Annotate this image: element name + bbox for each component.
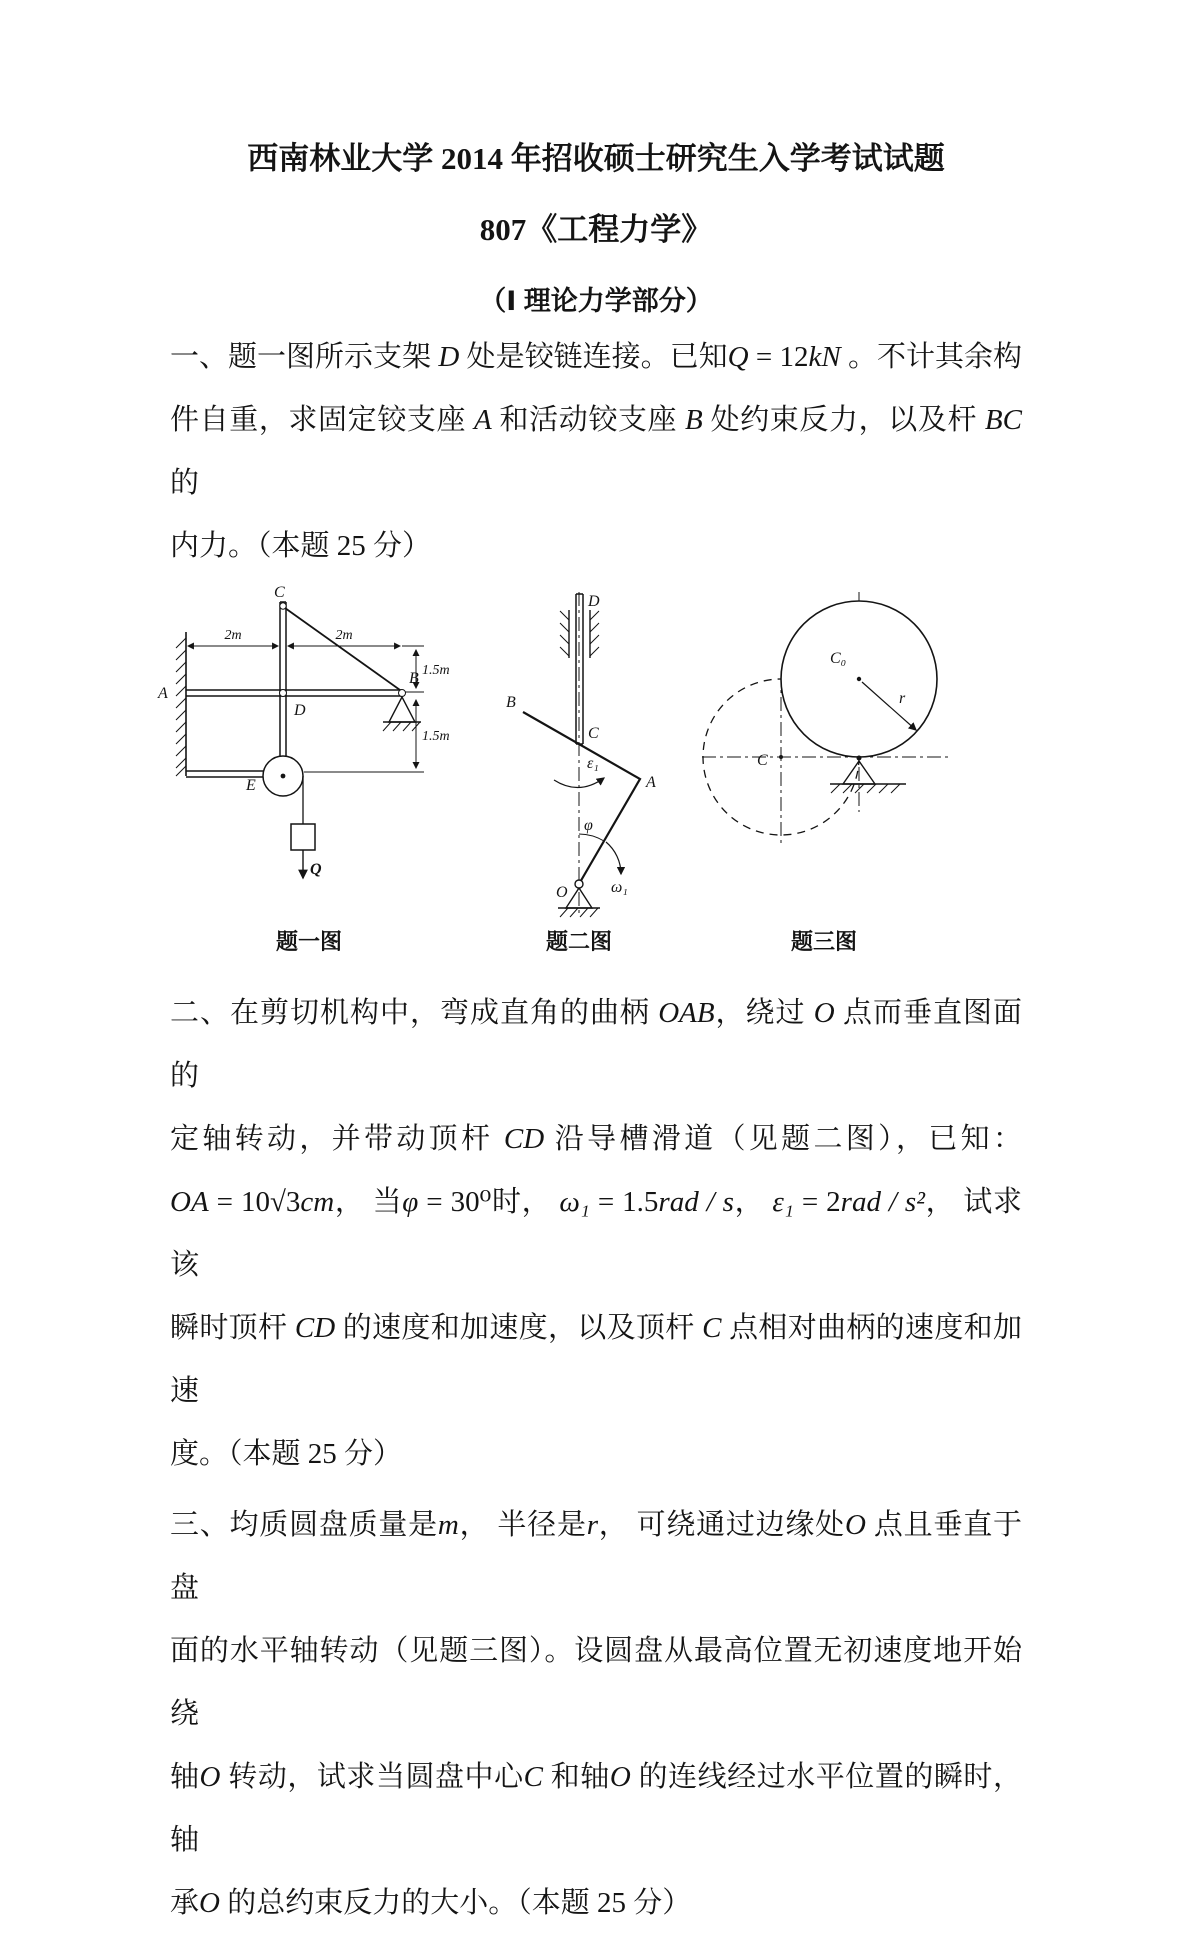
q2-line-4: 瞬时顶杆 CD 的速度和加速度，以及顶杆 C 点相对曲柄的速度和加速	[170, 1312, 1022, 1407]
course-code-title: 807《工程力学》	[479, 212, 713, 247]
bar-cb	[285, 608, 400, 690]
dimensions	[188, 628, 450, 772]
pivot-support-o	[830, 756, 906, 794]
figure-2-crank-mechanism	[484, 584, 674, 956]
label-b: B	[409, 670, 419, 687]
figure-1-drawing	[154, 584, 464, 916]
label-a: A	[158, 685, 168, 702]
figure-3-caption: 题三图	[790, 929, 857, 954]
phi-angle-arc	[579, 834, 604, 841]
question-3	[170, 1494, 1022, 1935]
omega1-arrow	[606, 842, 621, 874]
q2-line-2: 定轴转动，并带动顶杆 CD 沿导槽滑道（见题二图），已知：	[170, 1123, 1022, 1155]
joint-c	[280, 603, 286, 609]
question-1	[170, 326, 1022, 578]
q1-line-3: 内力。（本题 25 分）	[170, 530, 432, 562]
hinge-d	[280, 690, 287, 697]
figure-row	[154, 584, 954, 956]
figure-2-caption: 题二图	[545, 929, 612, 954]
label-e: E	[246, 777, 256, 794]
label-c0: C₀	[830, 650, 847, 667]
label-epsilon1: ε₁	[587, 755, 599, 772]
figure-1-bracket-diagram	[154, 584, 464, 956]
dim-1-5m-lower: 1.5m	[422, 729, 450, 744]
figure-2-drawing	[484, 584, 674, 924]
crank-oab	[523, 712, 640, 884]
label-d: D	[588, 593, 600, 610]
label-c: C	[274, 584, 285, 601]
label-d: D	[294, 702, 306, 719]
q1-line-1: 一、题一图所示支架 D 处是铰链连接。已知Q = 12kN 。不计其余构	[170, 341, 1022, 373]
q2-line-3: OA = 10√3cm， 当φ = 30⁰时， ω₁ = 1.5rad / s， ε₁ = 2rad / s²， 试求该	[170, 1186, 1022, 1281]
joint-b	[399, 690, 406, 697]
q3-line-1: 三、均质圆盘质量是m， 半径是r， 可绕通过边缘处O 点且垂直于盘	[170, 1509, 1022, 1604]
label-q: Q	[310, 861, 322, 878]
page-title: 西南林业大学 2014 年招收硕士研究生入学考试试题	[247, 141, 945, 176]
label-o: O	[556, 884, 568, 901]
beam-ab	[186, 690, 402, 696]
q3-line-3: 轴O 转动，试求当圆盘中心C 和轴O 的连线经过水平位置的瞬时， 轴	[170, 1761, 1022, 1856]
q2-line-1: 二、在剪切机构中，弯成直角的曲柄 OAB，绕过 O 点而垂直图面的	[170, 997, 1022, 1092]
center-c0-dot	[857, 677, 861, 681]
label-omega1: ω₁	[611, 879, 628, 896]
q3-line-2: 面的水平轴转动（见题三图）。设圆盘从最高位置无初速度地开始绕	[170, 1635, 1022, 1730]
label-r: r	[899, 690, 906, 707]
figure-3-drawing	[694, 584, 954, 854]
dim-2m-left: 2m	[224, 628, 242, 643]
center-c-dot	[779, 755, 783, 759]
label-b: B	[506, 694, 516, 711]
label-c: C	[757, 752, 768, 769]
dim-1-5m-upper: 1.5m	[422, 663, 450, 678]
weight-block	[291, 824, 315, 850]
roller-support-b	[383, 697, 421, 731]
question-2	[170, 982, 1022, 1486]
q1-line-2: 件自重，求固定铰支座 A 和活动铰支座 B 处约束反力，以及杆 BC 的	[170, 404, 1022, 499]
q3-line-4: 承O 的总约束反力的大小。（本题 25 分）	[170, 1887, 692, 1919]
label-a: A	[646, 774, 656, 791]
dim-2m-right: 2m	[335, 628, 353, 643]
figure-3-disk-diagram	[694, 584, 954, 956]
q2-line-5: 度。（本题 25 分）	[170, 1438, 403, 1470]
pulley-e	[263, 756, 303, 796]
wall	[176, 632, 186, 776]
label-c: C	[588, 725, 599, 742]
section-heading: （Ⅰ 理论力学部分）	[479, 286, 713, 316]
label-phi: φ	[584, 817, 593, 834]
figure-1-caption: 题一图	[275, 929, 342, 954]
member-cde	[280, 602, 286, 774]
